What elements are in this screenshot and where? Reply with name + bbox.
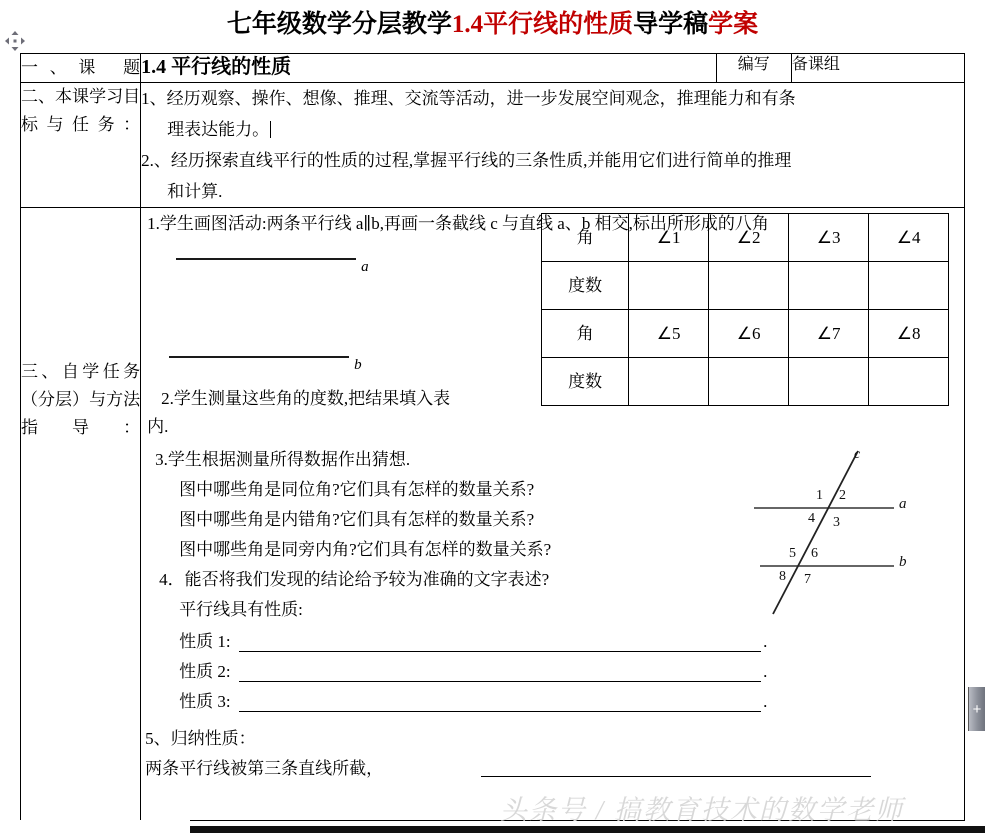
svg-text:5: 5 [789,546,797,561]
properties-heading: 平行线具有性质: [179,600,303,619]
table-row-goals [21,83,965,208]
property-2-blank[interactable] [239,681,761,682]
angle-table-row [542,358,949,406]
svg-text:a: a [899,496,907,512]
svg-text:6: 6 [811,546,819,561]
angle-row-2-cell-2: ∠7 [789,310,869,358]
angle-row-1-cell-1[interactable] [709,262,789,310]
goal-item-2-line2: 和计算. [167,182,223,201]
angle-row-0-header: 角 [542,214,629,262]
goal-item-1-line2 [141,114,964,145]
svg-text:c: c [854,447,861,462]
topic-value: 1.4 平行线的性质 [141,56,292,78]
angle-row-0-cell-2: ∠3 [789,214,869,262]
table-row-tasks [21,208,965,821]
title-part-1: 七年级数学分层教学 [226,11,452,38]
goal-item-1-num: 1、 [141,89,167,108]
task-step-5: 5、归纳性质： [145,729,256,748]
tasks-label-wrap [21,208,140,442]
angle-table-row [542,310,949,358]
svg-text:3: 3 [833,515,841,530]
task-step-3: 3.学生根据测量所得数据作出猜想. [155,450,411,469]
title-part-4: 学案 [708,11,759,38]
svg-text:7: 7 [804,572,812,587]
property-3-period: . [763,692,768,711]
task-step-4: 4．能否将我们发现的结论给予较为准确的文字表述? [159,570,550,589]
task-question-1: 图中哪些角是同位角?它们具有怎样的数量关系? [179,480,535,499]
goal-item-1-line2-text: 理表达能力。 [167,120,270,139]
tasks-label: 三、自学任务（分层）与方法指导： [21,362,141,437]
goals-label-cell [21,83,141,208]
topic-label-cell [21,54,141,83]
property-2-period: . [763,662,768,681]
angle-row-2-header: 角 [542,310,629,358]
svg-text:4: 4 [808,511,816,526]
task-question-2: 图中哪些角是内错角?它们具有怎样的数量关系? [179,510,535,529]
angle-row-1-cell-2[interactable] [789,262,869,310]
property-2-label: 性质 2: [179,662,231,681]
svg-text:b: b [899,554,907,570]
angle-row-1-cell-3[interactable] [869,262,949,310]
bottom-left-gap [0,820,190,833]
angle-row-2-cell-1: ∠6 [709,310,789,358]
expand-panel-tab[interactable] [968,687,985,731]
task-step-2-line1: 2.学生测量这些角的度数,把结果填入表 [161,389,451,408]
goal-item-1-text: 经历观察、操作、想像、推理、交流等活动，进一步发展空间观念，推理能力和有条 [166,89,796,108]
angle-row-2-cell-3: ∠8 [869,310,949,358]
goals-label: 二、本课学习目标与任务： [21,87,141,134]
tasks-body [141,208,964,820]
parallel-line-a-label: a [361,259,369,275]
svg-text:8: 8 [779,569,787,584]
goal-item-2-num: 2.、 [141,151,171,170]
parallel-lines-transversal-figure [746,446,961,616]
author-label-cell [716,54,791,83]
angle-row-0-cell-0: ∠1 [629,214,709,262]
angle-row-3-cell-2[interactable] [789,358,869,406]
angle-table-row [542,262,949,310]
task-step-1: 1.学生画图活动:两条平行线 a∥b,再画一条截线 c 与直线 a、b 相交,标出所形成的八角 [147,214,769,233]
parallel-line-b-label: b [354,357,362,373]
tasks-label-cell [21,208,141,821]
property-1-blank[interactable] [239,651,761,652]
watermark: 头条号 / 搞教育技术的数学老师 [500,795,905,825]
angle-row-1-cell-0[interactable] [629,262,709,310]
task-step-2-line2: 内. [147,417,169,436]
task-step-5-blank[interactable] [481,776,871,777]
svg-text:2: 2 [839,488,847,503]
plus-icon: + [972,700,982,718]
author-label: 编写 [737,56,770,73]
property-1-label: 性质 1: [179,632,231,651]
angle-measure-table [541,213,949,406]
title-part-2: 1.4平行线的性质 [451,11,634,38]
angle-row-3-cell-3[interactable] [869,358,949,406]
title-part-3: 导学稿 [633,11,709,38]
angle-row-2-cell-0: ∠5 [629,310,709,358]
angle-row-3-header: 度数 [542,358,629,406]
angle-row-1-header: 度数 [542,262,629,310]
task-step-5-line2: 两条平行线被第三条直线所截， [145,759,384,778]
author-value: 备课组 [791,56,840,73]
property-3-blank[interactable] [239,711,761,712]
task-question-3: 图中哪些角是同旁内角?它们具有怎样的数量关系? [179,540,552,559]
tasks-body-cell [141,208,965,821]
goal-item-2-line1 [141,145,964,176]
goals-value-cell [141,83,965,208]
author-value-cell [791,54,964,83]
table-row-topic [21,54,965,83]
parallel-line-b [169,356,349,358]
parallel-line-a [176,258,356,260]
topic-value-cell [141,54,717,83]
angle-row-0-cell-3: ∠4 [869,214,949,262]
angle-row-3-cell-0[interactable] [629,358,709,406]
goal-item-1-line1 [141,83,964,114]
angle-row-0-cell-1: ∠2 [709,214,789,262]
svg-text:1: 1 [816,488,824,503]
angle-table-row [542,214,949,262]
goal-item-2-text: 经历探索直线平行的性质的过程,掌握平行线的三条性质,并能用它们进行简单的推理 [170,151,792,170]
move-handle-icon[interactable] [4,30,26,52]
page-title [0,4,985,40]
topic-label: 一、课 题 [21,58,141,77]
angle-row-3-cell-1[interactable] [709,358,789,406]
property-3-label: 性质 3: [179,692,231,711]
lesson-plan-table [20,53,965,821]
text-caret [270,121,271,138]
property-1-period: . [763,632,768,651]
